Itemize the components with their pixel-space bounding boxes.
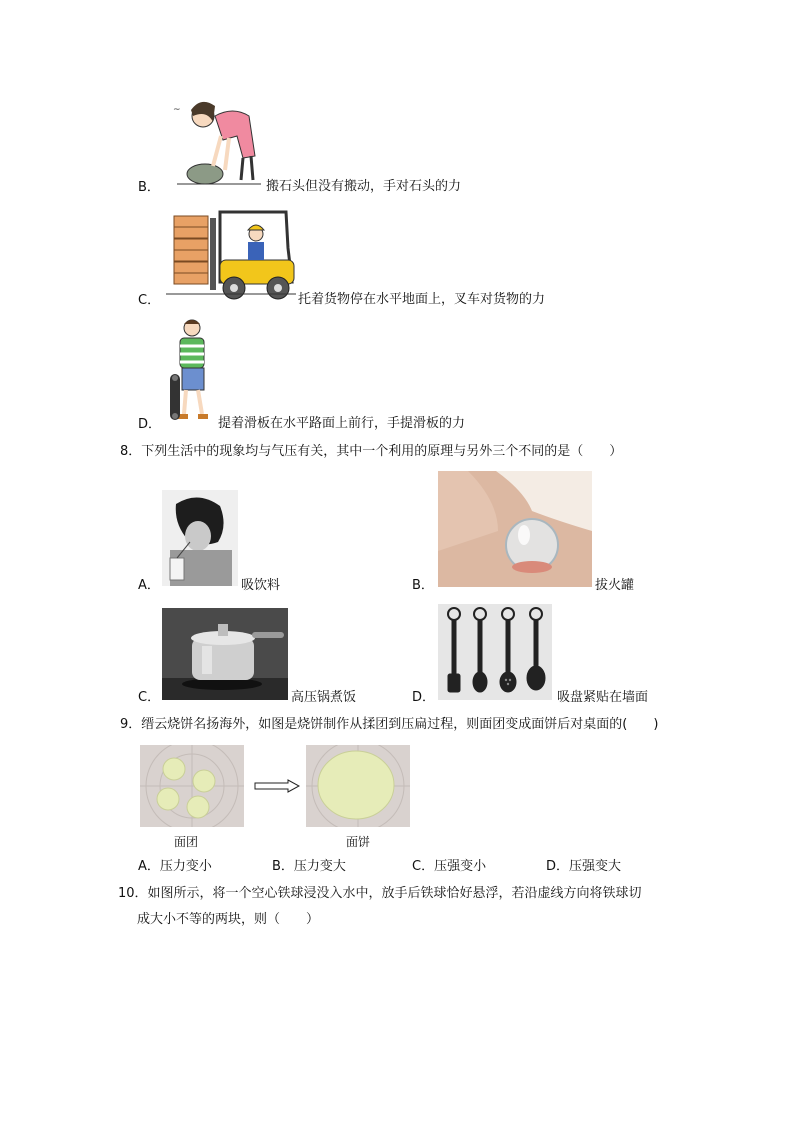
drinking-through-straw-image [162,490,238,586]
q9-option-c [412,859,486,875]
q9-caption-left: 面团 [174,835,199,849]
pressure-cooker-image [162,608,288,700]
q8-option-a-text: 吸饮料 [241,578,281,593]
q9-option-a-text: 压力变小 [159,859,212,874]
q7-option-d-letter: D． [138,417,162,432]
q9-option-b-letter: B． [272,859,294,874]
q7-option-c-text: 托着货物停在水平地面上，叉车对货物的力 [298,292,546,307]
q9-option-d-text: 压强变大 [569,859,622,874]
q8-option-a-letter: A． [138,578,160,593]
q7-option-d-text: 提着滑板在水平路面上前行，手提滑板的力 [218,416,466,431]
q7-option-b-letter: B． [138,180,160,195]
q8-option-b-letter: B． [412,578,434,593]
boy-with-skateboard-image [166,318,216,426]
q9-option-d-letter: D． [546,859,570,874]
right-arrow-icon [254,779,300,797]
q9-option-d [546,859,621,875]
q10-stem-line-2: 成大小不等的两块，则（ ） [137,912,320,927]
q8-option-d-text: 吸盘紧贴在墙面 [557,690,649,705]
q9-option-a-letter: A． [138,859,160,874]
flattened-dough-image [306,745,410,827]
q8-option-c-text: 高压锅煮饭 [291,690,357,705]
q7-option-b-text: 搬石头但没有搬动，手对石头的力 [266,179,462,194]
q9-stem: 9．缙云烧饼名扬海外，如图是烧饼制作从揉团到压扁过程，则面团变成面饼后对桌面的( ) [120,717,659,732]
q9-option-c-text: 压强变小 [434,859,487,874]
q10-stem-line-1: 10．如图所示，将一个空心铁球浸没入水中，放手后铁球恰好悬浮，若沿虚线方向将铁球切 [118,886,642,901]
q8-option-b-text: 拔火罐 [595,578,635,593]
woman-lifting-stone-image [163,96,263,186]
cupping-glass-image [438,471,592,587]
q9-option-b [272,859,346,875]
forklift-image [166,208,296,302]
q8-stem: 8．下列生活中的现象均与气压有关，其中一个利用的原理与另外三个不同的是（ ） [120,444,623,459]
q9-option-b-text: 压力变大 [293,859,346,874]
q8-option-d-letter: D． [412,690,436,705]
dough-balls-image [140,745,244,827]
q9-option-c-letter: C． [412,859,435,874]
q7-option-c-letter: C． [138,293,161,308]
q9-option-a [138,859,212,875]
svg-text:~: ~ [173,105,181,115]
q8-option-c-letter: C． [138,690,161,705]
q9-caption-right: 面饼 [346,835,371,849]
suction-cup-utensils-image [438,604,552,700]
